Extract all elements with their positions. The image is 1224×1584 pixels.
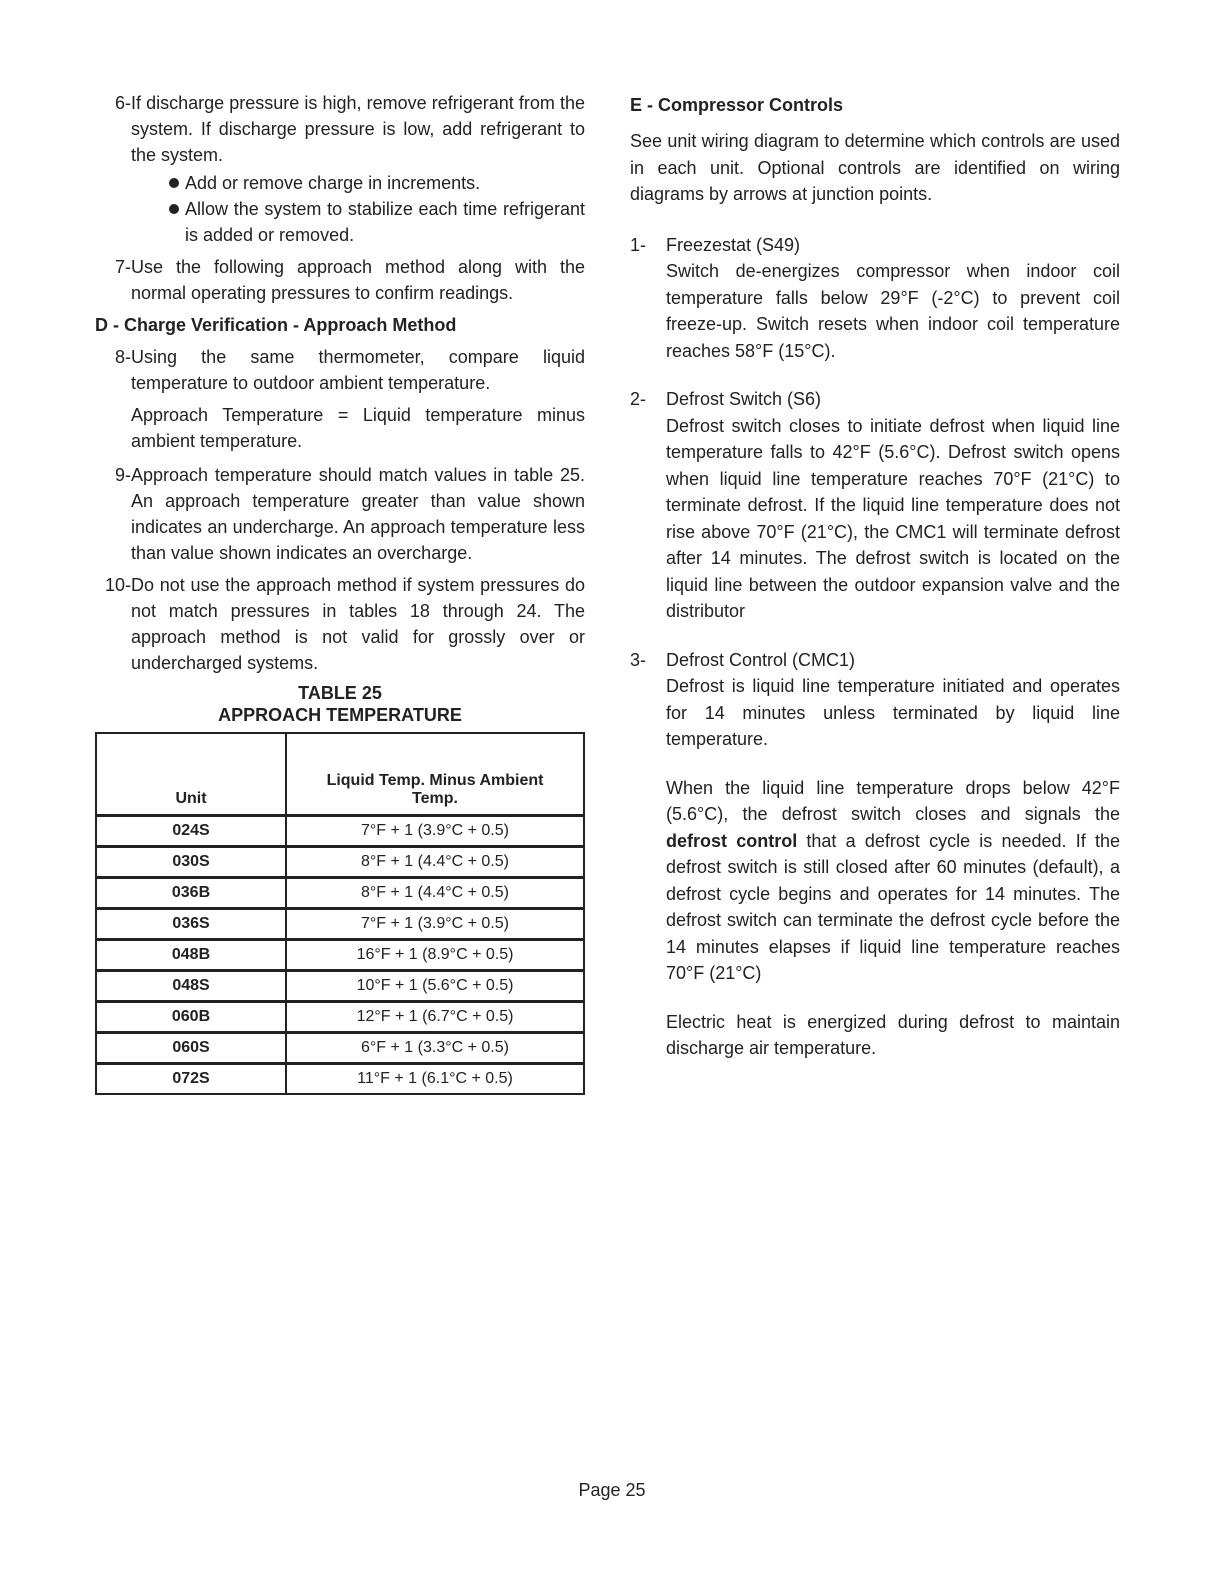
item-title: Freezestat (S49) xyxy=(666,234,801,255)
value-cell: 6°F + 1 (3.3°C + 0.5) xyxy=(286,1033,584,1064)
right-column xyxy=(630,90,1120,1084)
table-row xyxy=(96,909,584,940)
table-row xyxy=(96,816,584,847)
value-cell: 7°F + 1 (3.9°C + 0.5) xyxy=(286,909,584,940)
unit-cell: 072S xyxy=(96,1064,286,1095)
column-header-temp: Liquid Temp. Minus Ambient Temp. xyxy=(286,733,584,816)
control-item-3 xyxy=(630,647,1120,1062)
item-body: Switch de-energizes compressor when indoor coil temperature falls below 29°F (-2°C) to prevent coil freeze-up. Switch resets when indoor coil temperature reaches 58°F (15°C). xyxy=(666,261,1120,361)
bullet-text: Allow the system to stabilize each time refrigerant is added or removed. xyxy=(185,199,585,245)
unit-cell: 036B xyxy=(96,878,286,909)
step-7 xyxy=(95,254,585,306)
step-text: Using the same thermometer, compare liquid temperature to outdoor ambient temperature. xyxy=(131,347,585,393)
section-e-intro: See unit wiring diagram to determine which controls are used in each unit. Optional controls are identified on wiring diagrams by arrows at junction points. xyxy=(630,131,1120,204)
table-row xyxy=(96,878,584,909)
step-8 xyxy=(95,344,585,396)
step-number: 10- xyxy=(104,575,131,595)
bullet-icon xyxy=(169,178,179,188)
step-6 xyxy=(95,90,585,248)
bullet-item xyxy=(165,170,585,196)
body-text: When the liquid line temperature drops below 42°F (5.6°C), the defrost switch closes and signals the xyxy=(666,777,1120,824)
step-number: 9- xyxy=(114,465,131,485)
step-text: Do not use the approach method if system pressures do not match pressures in tables 18 through 24. The approach method is not valid for grossly over or undercharged systems. xyxy=(131,575,585,673)
item-body-2 xyxy=(666,775,1120,987)
table-header-row xyxy=(96,733,584,816)
value-cell: 16°F + 1 (8.9°C + 0.5) xyxy=(286,940,584,971)
page-number: Page 25 xyxy=(578,1480,646,1500)
bullet-list xyxy=(165,170,585,248)
bullet-icon xyxy=(169,204,179,214)
table-row xyxy=(96,1002,584,1033)
value-cell: 8°F + 1 (4.4°C + 0.5) xyxy=(286,878,584,909)
unit-cell: 036S xyxy=(96,909,286,940)
unit-cell: 060B xyxy=(96,1002,286,1033)
body-text: that a defrost cycle is needed. If the defrost switch is still closed after 60 minutes (default), a defrost cycle begins and operates for 14 minutes. The defrost switch can terminate the defrost cycle before the 14 minutes elapses if liquid line temperature reaches 70°F (21°C) xyxy=(666,830,1120,983)
step-number: 6- xyxy=(114,93,131,113)
approach-formula: Approach Temperature = Liquid temperature minus ambient temperature. xyxy=(131,405,585,451)
defrost-control-term: defrost control xyxy=(666,830,798,851)
value-cell: 7°F + 1 (3.9°C + 0.5) xyxy=(286,816,584,847)
unit-cell: 048B xyxy=(96,940,286,971)
left-column xyxy=(95,90,585,1095)
step-number: 7- xyxy=(114,257,131,277)
unit-cell: 030S xyxy=(96,847,286,878)
table-row xyxy=(96,1064,584,1095)
item-body: Defrost switch closes to initiate defrost when liquid line temperature falls to 42°F (5.6°C). Defrost switch opens when liquid line temperature reaches 70°F (21°C) to terminate defrost. If the liquid line temperature does not rise above 70°F (21°C), the CMC1 will terminate defrost after 14 minutes. The defrost switch is located on the liquid line between the outdoor expansion valve and the distributor xyxy=(666,415,1120,621)
item-body-3: Electric heat is energized during defrost to maintain discharge air temperature. xyxy=(666,1011,1120,1058)
item-title: Defrost Control (CMC1) xyxy=(666,649,856,670)
control-item-2 xyxy=(630,386,1120,625)
bullet-item xyxy=(165,196,585,248)
unit-cell: 048S xyxy=(96,971,286,1002)
unit-cell: 060S xyxy=(96,1033,286,1064)
section-d-heading: D - Charge Verification - Approach Method xyxy=(95,315,457,335)
column-header-unit: Unit xyxy=(96,733,286,816)
unit-cell: 024S xyxy=(96,816,286,847)
table-row xyxy=(96,940,584,971)
item-number: 3- xyxy=(630,649,647,670)
bullet-text: Add or remove charge in increments. xyxy=(185,173,481,193)
item-title: Defrost Switch (S6) xyxy=(666,389,822,409)
step-10 xyxy=(95,572,585,676)
approach-temperature-table xyxy=(95,732,585,1095)
section-e-heading: E - Compressor Controls xyxy=(630,95,844,115)
control-item-1 xyxy=(630,232,1120,365)
item-body-1: Defrost is liquid line temperature initiated and operates for 14 minutes unless terminated by liquid line temperature. xyxy=(666,676,1120,749)
table-row xyxy=(96,847,584,878)
step-text: If discharge pressure is high, remove refrigerant from the system. If discharge pressure is low, add refrigerant to the system. xyxy=(131,93,585,165)
item-number: 1- xyxy=(630,234,647,255)
step-text: Use the following approach method along with the normal operating pressures to confirm readings. xyxy=(131,257,585,303)
table-row xyxy=(96,1033,584,1064)
value-cell: 11°F + 1 (6.1°C + 0.5) xyxy=(286,1064,584,1095)
value-cell: 10°F + 1 (5.6°C + 0.5) xyxy=(286,971,584,1002)
table-row xyxy=(96,971,584,1002)
step-text: Approach temperature should match values in table 25. An approach temperature greater than value shown indicates an undercharge. An approach temperature less than value shown indicates an overcharge. xyxy=(131,465,585,563)
value-cell: 12°F + 1 (6.7°C + 0.5) xyxy=(286,1002,584,1033)
item-number: 2- xyxy=(630,389,647,409)
step-9 xyxy=(95,462,585,566)
step-number: 8- xyxy=(114,347,131,367)
value-cell: 8°F + 1 (4.4°C + 0.5) xyxy=(286,847,584,878)
table-title xyxy=(95,682,585,726)
table-number: TABLE 25 xyxy=(298,683,382,703)
table-name: APPROACH TEMPERATURE xyxy=(218,705,462,725)
